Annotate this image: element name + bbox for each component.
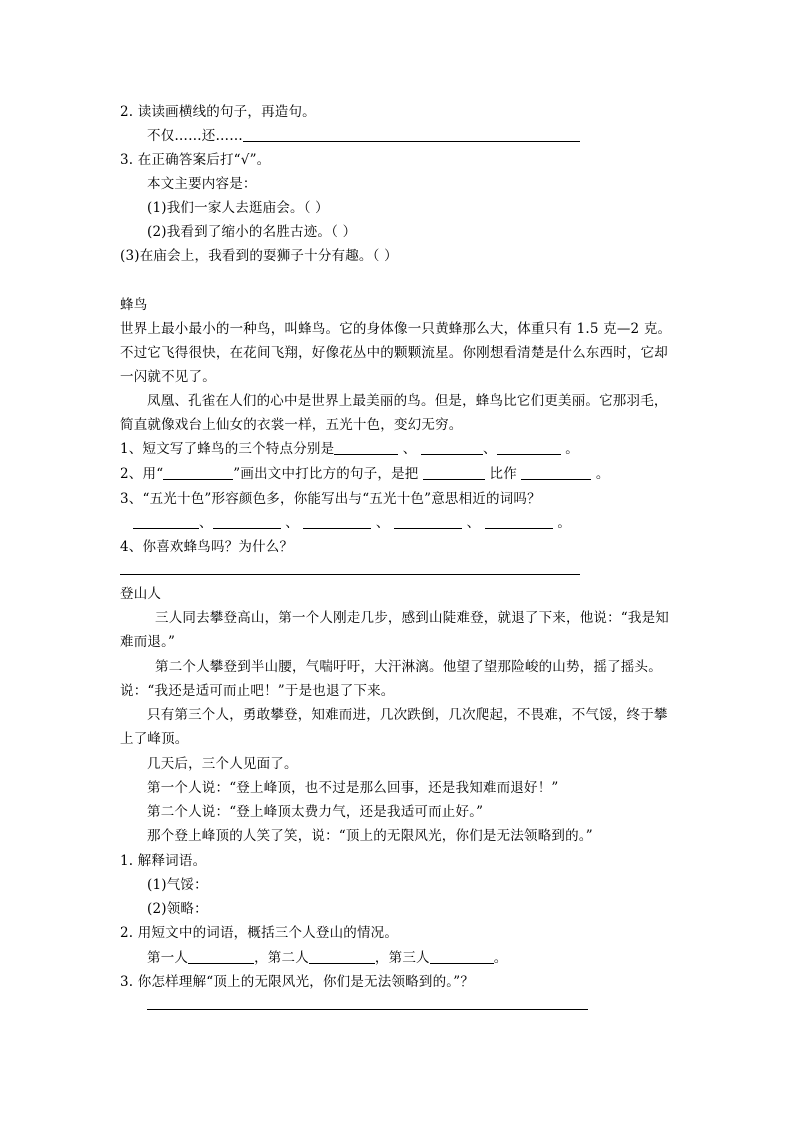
hummingbird-question-4: 4、你喜欢蜂鸟吗？为什么？ bbox=[120, 539, 294, 555]
passage-title-climbers: 登山人 bbox=[120, 586, 162, 602]
answer-blank[interactable] bbox=[423, 466, 485, 480]
separator: 、 bbox=[285, 515, 299, 531]
synonym-blanks bbox=[133, 514, 571, 532]
period: 。 bbox=[557, 515, 572, 531]
answer-blank[interactable] bbox=[334, 441, 398, 455]
separator: 、 bbox=[402, 441, 417, 457]
passage-line: 世界上最小最小的一种鸟，叫蜂鸟。它的身体像一只黄蜂那么大，体重只有 1.5 克—2 克。 bbox=[120, 321, 672, 337]
answer-blank[interactable] bbox=[303, 515, 371, 529]
question-3-prompt: 3. 在正确答案后打“√”。 bbox=[120, 152, 271, 168]
answer-blank[interactable] bbox=[188, 950, 254, 964]
period: 。 bbox=[565, 441, 579, 457]
hummingbird-question-2 bbox=[120, 465, 610, 483]
question-text: 1、短文写了蜂鸟的三个特点分别是 bbox=[120, 441, 335, 457]
answer-line[interactable] bbox=[120, 560, 580, 575]
answer-blank[interactable] bbox=[133, 515, 199, 529]
answer-blank[interactable] bbox=[485, 515, 553, 529]
sentence-pattern-line bbox=[147, 127, 580, 145]
option-1[interactable]: (1)我们一家人去逛庙会。（ ） bbox=[147, 200, 329, 216]
question-text: ”画出文中打比方的句子，是把 bbox=[233, 466, 419, 482]
climbers-question-3: 3. 你怎样理解“顶上的无限风光，你们是无法领略到的。”？ bbox=[120, 974, 475, 990]
sentence-pattern: 不仅……还…… bbox=[147, 128, 243, 144]
passage-title-hummingbird: 蜂鸟 bbox=[120, 297, 148, 313]
answer-blank[interactable] bbox=[309, 950, 375, 964]
passage-line: 简直就像戏台上仙女的衣裳一样，五光十色，变幻无穷。 bbox=[120, 417, 463, 433]
climbers-question-1: 1. 解释词语。 bbox=[120, 853, 207, 869]
passage-line: 说：“我还是适可而止吧！”于是也退了下来。 bbox=[120, 683, 395, 699]
option-2[interactable]: (2)我看到了缩小的名胜古迹。（ ） bbox=[147, 224, 357, 240]
passage-line: 第一个人说：“登上峰顶，也不过是那么回事，还是我知难而退好！” bbox=[147, 780, 559, 796]
answer-blank[interactable] bbox=[497, 441, 561, 455]
answer-blank[interactable] bbox=[521, 466, 591, 480]
question-text: ，第二人 bbox=[254, 950, 309, 966]
passage-line: 第二个人说：“登上峰顶太费力气，还是我适可而止好。” bbox=[147, 804, 484, 820]
answer-blank[interactable] bbox=[213, 515, 281, 529]
answer-blank[interactable] bbox=[421, 441, 483, 455]
separator: 、 bbox=[466, 515, 481, 531]
passage-line: 不过它飞得很快，在花间飞翔，好像花丛中的颗颗流星。你刚想看清楚是什么东西时，它却 bbox=[120, 345, 668, 361]
answer-blank[interactable] bbox=[394, 515, 462, 529]
passage-line: 上了峰顶。 bbox=[120, 731, 189, 747]
define-item-2[interactable]: (2)领略： bbox=[147, 901, 208, 917]
passage-line: 那个登上峰顶的人笑了笑，说：“顶上的无限风光，你们是无法领略到的。” bbox=[147, 828, 593, 844]
summary-blanks bbox=[147, 949, 507, 967]
question-text: ，第三人 bbox=[374, 950, 430, 966]
answer-line[interactable] bbox=[147, 995, 588, 1010]
passage-line: 难而退。” bbox=[120, 634, 176, 650]
hummingbird-question-1 bbox=[120, 440, 579, 458]
question-3-intro: 本文主要内容是： bbox=[147, 176, 257, 192]
option-3[interactable]: (3)在庙会上，我看到的耍狮子十分有趣。（ ） bbox=[120, 248, 398, 264]
separator: 、 bbox=[375, 515, 390, 531]
passage-line: 只有第三个人，勇敢攀登，知难而进，几次跌倒，几次爬起，不畏难，不气馁，终于攀 bbox=[147, 707, 668, 723]
period: 。 bbox=[493, 950, 508, 966]
answer-blank[interactable] bbox=[243, 128, 580, 142]
period: 。 bbox=[595, 466, 610, 482]
passage-line: 三人同去攀登高山，第一个人刚走几步，感到山陡难登，就退了下来，他说：“我是知 bbox=[155, 610, 670, 626]
passage-line: 第二个人攀登到半山腰，气喘吁吁，大汗淋漓。他望了望那险峻的山势，摇了摇头。 bbox=[155, 659, 662, 675]
answer-blank[interactable] bbox=[430, 950, 494, 964]
define-item-1[interactable]: (1)气馁： bbox=[147, 877, 208, 893]
separator: 、 bbox=[199, 515, 213, 531]
answer-blank[interactable] bbox=[163, 466, 233, 480]
question-text: 2、用“ bbox=[120, 466, 164, 482]
separator: 、 bbox=[483, 441, 497, 457]
passage-line: 几天后，三个人见面了。 bbox=[147, 756, 298, 772]
question-text: 第一人 bbox=[147, 950, 189, 966]
passage-line: 凤凰、孔雀在人们的心中是世界上最美丽的鸟。但是，蜂鸟比它们更美丽。它那羽毛， bbox=[147, 393, 668, 409]
question-2-prompt: 2. 读读画横线的句子，再造句。 bbox=[120, 104, 316, 120]
hummingbird-question-3: 3、“五光十色”形容颜色多，你能写出与“五光十色”意思相近的词吗？ bbox=[120, 491, 541, 507]
climbers-question-2: 2. 用短文中的词语，概括三个人登山的情况。 bbox=[120, 925, 399, 941]
question-text: 比作 bbox=[489, 466, 517, 482]
passage-line: 一闪就不见了。 bbox=[120, 369, 216, 385]
